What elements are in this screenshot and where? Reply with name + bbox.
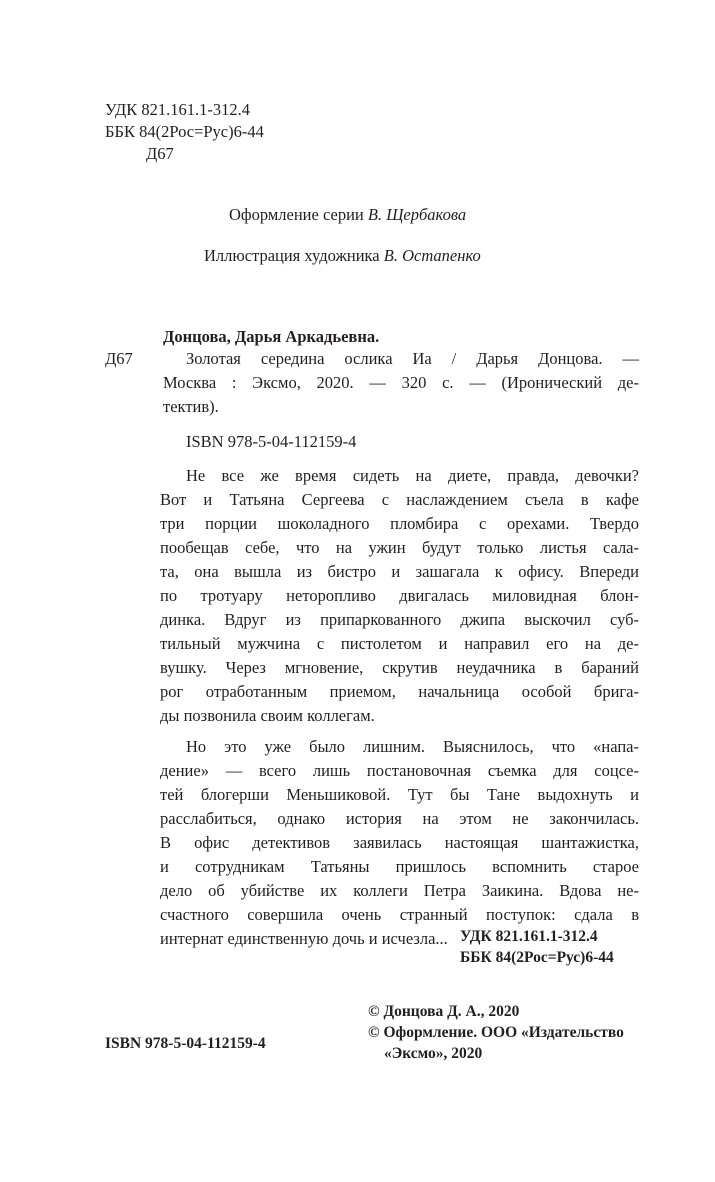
copyright-design-line: «Эксмо», 2020 — [384, 1045, 483, 1062]
udk-code: УДК 821.161.1-312.4 — [105, 100, 251, 119]
annotation-line: дело об убийстве их коллеги Петра Заикина. Вдова не- — [160, 881, 639, 900]
annotation-line: рог отработанным приемом, начальница особой брига- — [160, 682, 639, 701]
footer-isbn: ISBN 978-5-04-112159-4 — [105, 1035, 266, 1052]
annotation-line: интернат единственную дочь и исчезла... — [160, 929, 448, 948]
series-design-name: В. Щербакова — [367, 205, 467, 224]
annotation-line: та, она вышла из бистро и зашагала к офису. Впереди — [160, 562, 639, 581]
annotation-line: тей блогерши Меньшиковой. Тут бы Тане выдохнуть и — [160, 785, 639, 804]
annotation-line: ды позвонила своим коллегам. — [160, 706, 375, 725]
author-mark: Д67 — [146, 144, 174, 163]
annotation-line: расслабиться, однако история на этом не закончилась. — [160, 809, 639, 828]
catalog-mark: Д67 — [105, 349, 133, 368]
author-heading: Донцова, Дарья Аркадьевна. — [163, 327, 380, 346]
copyright-design-line: © Оформление. ООО «Издательство — [368, 1024, 624, 1041]
annotation-line: пообещав себе, что на ужин будут только листья сала- — [160, 538, 639, 557]
annotation-line: Не все же время сидеть на диете, правда, девочки? — [186, 466, 639, 485]
description-line: тектив). — [163, 397, 219, 416]
annotation-line: тильный мужчина с пистолетом и направил его на де- — [160, 634, 639, 653]
annotation-line: Но это уже было лишним. Выяснилось, что «напа- — [186, 737, 639, 756]
annotation-line: и сотрудникам Татьяны пришлось вспомнить старое — [160, 857, 639, 876]
illustration-label: Иллюстрация художника — [204, 246, 380, 265]
annotation-line: В офис детективов заявилась настоящая шантажистка, — [160, 833, 639, 852]
description-line: Москва : Эксмо, 2020. — 320 с. — (Иронический де- — [163, 373, 639, 392]
illustration-name: В. Остапенко — [383, 246, 481, 265]
footer-bbk: ББК 84(2Рос=Рус)6-44 — [460, 949, 614, 966]
annotation-line: три порции шоколадного пломбира с орехами. Твердо — [160, 514, 639, 533]
illustration-credit — [204, 246, 481, 266]
annotation-line: дение» — всего лишь постановочная съемка для соцсе- — [160, 761, 639, 780]
description-line: Золотая середина ослика Иа / Дарья Донцова. — — [186, 349, 639, 368]
bbk-code: ББК 84(2Рос=Рус)6-44 — [105, 122, 264, 141]
series-design-label: Оформление серии — [229, 205, 364, 224]
catalog-isbn: ISBN 978-5-04-112159-4 — [186, 432, 357, 451]
footer-udk: УДК 821.161.1-312.4 — [460, 928, 598, 945]
annotation-line: Вот и Татьяна Сергеева с наслаждением съела в кафе — [160, 490, 639, 509]
series-design-credit — [229, 205, 466, 225]
annotation-line: вушку. Через мгновение, скрутив неудачника в бараний — [160, 658, 639, 677]
annotation-line: счастного совершила очень странный поступок: сдала в — [160, 905, 639, 924]
annotation-line: динка. Вдруг из припаркованного джипа выскочил суб- — [160, 610, 639, 629]
annotation-line: по тротуару неторопливо двигалась миловидная блон- — [160, 586, 639, 605]
copyright-author: © Донцова Д. А., 2020 — [368, 1003, 520, 1020]
